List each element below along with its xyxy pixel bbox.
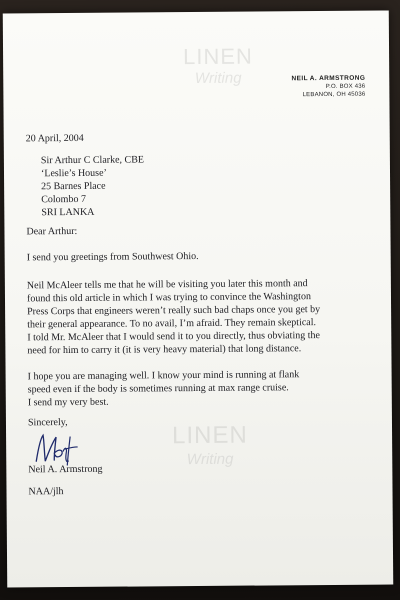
- recipient-line: Sir Arthur C Clarke, CBE: [40, 154, 145, 167]
- typed-signature-name: Neil A. Armstrong: [28, 463, 103, 476]
- letterhead-name: NEIL A. ARMSTRONG: [291, 74, 366, 83]
- body-line: need for him to carry it (it is very heavy material) that long distance.: [27, 343, 302, 357]
- recipient-address: [41, 153, 145, 219]
- body-paragraph: [28, 396, 109, 410]
- body-line: I hope you are managing well. I know your mind is running at flank: [27, 369, 300, 383]
- body-line: Neil McAleer tells me that he will be visiting you later this month and: [26, 278, 308, 292]
- letterhead-address-line: P.O. BOX 436: [325, 83, 366, 90]
- complimentary-closing: Sincerely,: [27, 417, 68, 429]
- typist-initials: NAA/jlh: [28, 486, 64, 498]
- body-paragraph: [27, 250, 199, 264]
- body-line: I told Mr. McAleer that I would send it to you directly, thus obviating the: [27, 330, 320, 344]
- salutation: Dear Arthur:: [26, 225, 78, 238]
- body-line: found this old article in which I was trying to convince the Washington: [26, 291, 311, 305]
- body-line: I send my very best.: [27, 396, 109, 409]
- letterhead: [292, 75, 366, 100]
- body-line: I send you greetings from Southwest Ohio.: [26, 250, 199, 264]
- recipient-line: ‘Leslie’s House’: [40, 167, 107, 180]
- letter-date: 20 April, 2004: [25, 132, 84, 145]
- body-paragraph: [28, 368, 300, 396]
- letter-page: [3, 10, 393, 587]
- body-line: Press Corps that engineers weren’t really such bad chaps once you get by: [27, 304, 321, 318]
- paper-watermark-middle: LINEN Writing: [171, 421, 248, 469]
- body-paragraph: [27, 277, 320, 331]
- recipient-line: 25 Barnes Place: [41, 180, 106, 193]
- recipient-line: SRI LANKA: [41, 206, 95, 219]
- letterhead-address-line: LEBANON, OH 45036: [302, 91, 366, 99]
- body-line: their general appearance. To no avail, I’m afraid. They remain skeptical.: [27, 317, 317, 331]
- body-line: speed even if the body is sometimes running at max range cruise.: [27, 382, 289, 396]
- recipient-line: Colombo 7: [41, 193, 86, 206]
- body-paragraph: [27, 329, 320, 357]
- paper-watermark-top: LINEN Writing: [182, 43, 253, 88]
